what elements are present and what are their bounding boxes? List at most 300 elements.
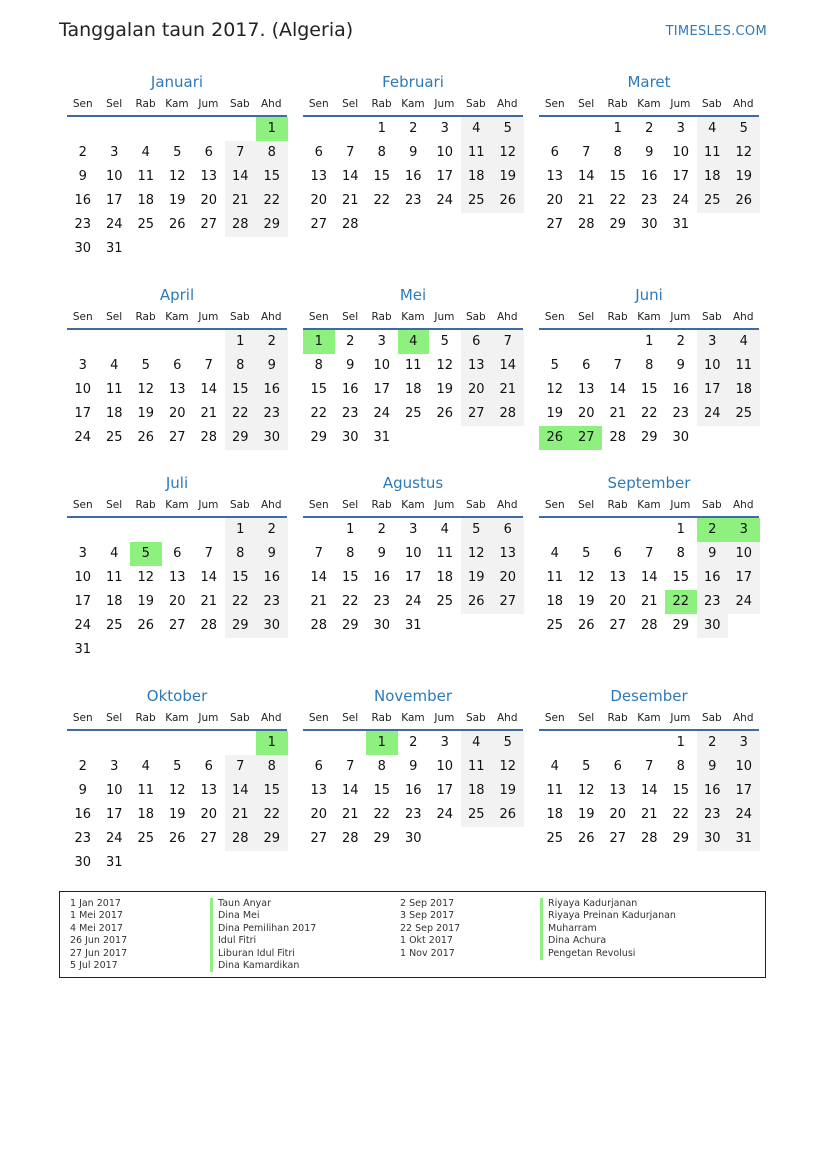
day-cell[interactable]: 15: [609, 169, 627, 184]
day-cell[interactable]: 8: [346, 546, 355, 561]
day-cell[interactable]: 15: [256, 779, 288, 803]
day-cell[interactable]: 15: [341, 570, 359, 585]
day-cell[interactable]: 11: [461, 755, 493, 779]
day-cell[interactable]: 25: [105, 430, 123, 445]
day-cell[interactable]: 10: [105, 169, 123, 184]
day-cell[interactable]: 28: [200, 430, 218, 445]
day-cell[interactable]: 10: [436, 145, 454, 160]
day-cell[interactable]: 30: [256, 426, 288, 450]
day-cell[interactable]: 28: [341, 217, 359, 232]
day-cell[interactable]: 2: [409, 735, 418, 750]
day-cell[interactable]: 23: [256, 590, 288, 614]
day-cell[interactable]: 14: [640, 783, 658, 798]
day-cell[interactable]: 27: [200, 831, 218, 846]
day-cell[interactable]: 17: [74, 406, 92, 421]
day-cell[interactable]: 14: [225, 779, 257, 803]
day-cell[interactable]: 13: [168, 382, 186, 397]
day-cell[interactable]: 4: [141, 145, 150, 160]
day-cell[interactable]: 3: [409, 522, 418, 537]
day-cell[interactable]: 18: [137, 193, 155, 208]
day-cell[interactable]: 10: [74, 382, 92, 397]
day-cell[interactable]: 23: [672, 406, 690, 421]
day-cell[interactable]: 25: [546, 831, 564, 846]
day-cell[interactable]: 6: [173, 358, 182, 373]
holiday-day-cell[interactable]: 27: [571, 426, 603, 450]
day-cell[interactable]: 25: [546, 618, 564, 633]
day-cell[interactable]: 12: [546, 382, 564, 397]
day-cell[interactable]: 11: [436, 546, 454, 561]
day-cell[interactable]: 22: [609, 193, 627, 208]
day-cell[interactable]: 13: [546, 169, 564, 184]
day-cell[interactable]: 7: [314, 546, 323, 561]
day-cell[interactable]: 9: [78, 169, 87, 184]
day-cell[interactable]: 14: [492, 354, 524, 378]
day-cell[interactable]: 8: [613, 145, 622, 160]
day-cell[interactable]: 2: [78, 759, 87, 774]
day-cell[interactable]: 30: [697, 827, 729, 851]
day-cell[interactable]: 12: [577, 570, 595, 585]
day-cell[interactable]: 13: [577, 382, 595, 397]
day-cell[interactable]: 13: [609, 783, 627, 798]
day-cell[interactable]: 18: [697, 165, 729, 189]
day-cell[interactable]: 5: [492, 117, 524, 141]
day-cell[interactable]: 18: [105, 406, 123, 421]
day-cell[interactable]: 4: [550, 759, 559, 774]
day-cell[interactable]: 10: [672, 145, 690, 160]
day-cell[interactable]: 2: [645, 121, 654, 136]
day-cell[interactable]: 11: [697, 141, 729, 165]
day-cell[interactable]: 14: [341, 169, 359, 184]
day-cell[interactable]: 29: [225, 426, 257, 450]
day-cell[interactable]: 26: [577, 618, 595, 633]
day-cell[interactable]: 19: [436, 382, 454, 397]
day-cell[interactable]: 1: [645, 334, 654, 349]
day-cell[interactable]: 24: [373, 406, 391, 421]
day-cell[interactable]: 10: [404, 546, 422, 561]
day-cell[interactable]: 24: [74, 618, 92, 633]
day-cell[interactable]: 22: [256, 803, 288, 827]
day-cell[interactable]: 7: [225, 141, 257, 165]
day-cell[interactable]: 22: [341, 594, 359, 609]
day-cell[interactable]: 4: [461, 117, 493, 141]
day-cell[interactable]: 26: [168, 217, 186, 232]
day-cell[interactable]: 7: [204, 546, 213, 561]
day-cell[interactable]: 10: [105, 783, 123, 798]
day-cell[interactable]: 9: [256, 354, 288, 378]
day-cell[interactable]: 22: [672, 807, 690, 822]
day-cell[interactable]: 3: [78, 358, 87, 373]
day-cell[interactable]: 15: [225, 566, 257, 590]
day-cell[interactable]: 28: [200, 618, 218, 633]
day-cell[interactable]: 13: [200, 169, 218, 184]
day-cell[interactable]: 23: [74, 831, 92, 846]
day-cell[interactable]: 23: [697, 803, 729, 827]
day-cell[interactable]: 6: [314, 145, 323, 160]
day-cell[interactable]: 26: [137, 430, 155, 445]
day-cell[interactable]: 24: [105, 217, 123, 232]
day-cell[interactable]: 3: [676, 121, 685, 136]
day-cell[interactable]: 7: [346, 759, 355, 774]
day-cell[interactable]: 17: [436, 169, 454, 184]
day-cell[interactable]: 9: [697, 542, 729, 566]
day-cell[interactable]: 25: [137, 831, 155, 846]
day-cell[interactable]: 10: [697, 354, 729, 378]
day-cell[interactable]: 18: [404, 382, 422, 397]
day-cell[interactable]: 26: [436, 406, 454, 421]
day-cell[interactable]: 24: [105, 831, 123, 846]
day-cell[interactable]: 6: [204, 759, 213, 774]
day-cell[interactable]: 19: [168, 193, 186, 208]
day-cell[interactable]: 7: [613, 358, 622, 373]
day-cell[interactable]: 8: [645, 358, 654, 373]
day-cell[interactable]: 5: [550, 358, 559, 373]
holiday-day-cell[interactable]: 1: [256, 117, 288, 141]
day-cell[interactable]: 13: [200, 783, 218, 798]
day-cell[interactable]: 20: [577, 406, 595, 421]
day-cell[interactable]: 30: [341, 430, 359, 445]
day-cell[interactable]: 12: [168, 783, 186, 798]
day-cell[interactable]: 20: [310, 807, 328, 822]
day-cell[interactable]: 29: [310, 430, 328, 445]
day-cell[interactable]: 22: [640, 406, 658, 421]
day-cell[interactable]: 19: [492, 165, 524, 189]
day-cell[interactable]: 11: [404, 358, 422, 373]
day-cell[interactable]: 19: [492, 779, 524, 803]
day-cell[interactable]: 30: [404, 831, 422, 846]
day-cell[interactable]: 17: [404, 570, 422, 585]
day-cell[interactable]: 19: [137, 406, 155, 421]
day-cell[interactable]: 31: [105, 855, 123, 870]
day-cell[interactable]: 7: [346, 145, 355, 160]
day-cell[interactable]: 4: [728, 330, 760, 354]
day-cell[interactable]: 22: [373, 193, 391, 208]
day-cell[interactable]: 8: [256, 141, 288, 165]
day-cell[interactable]: 31: [74, 642, 92, 657]
day-cell[interactable]: 23: [697, 590, 729, 614]
day-cell[interactable]: 23: [256, 402, 288, 426]
day-cell[interactable]: 29: [256, 213, 288, 237]
day-cell[interactable]: 17: [436, 783, 454, 798]
day-cell[interactable]: 21: [609, 406, 627, 421]
day-cell[interactable]: 4: [141, 759, 150, 774]
day-cell[interactable]: 25: [728, 402, 760, 426]
day-cell[interactable]: 25: [105, 618, 123, 633]
day-cell[interactable]: 6: [173, 546, 182, 561]
day-cell[interactable]: 27: [492, 590, 524, 614]
day-cell[interactable]: 25: [137, 217, 155, 232]
day-cell[interactable]: 23: [404, 807, 422, 822]
day-cell[interactable]: 28: [310, 618, 328, 633]
day-cell[interactable]: 15: [256, 165, 288, 189]
day-cell[interactable]: 17: [728, 566, 760, 590]
day-cell[interactable]: 22: [373, 807, 391, 822]
day-cell[interactable]: 22: [256, 189, 288, 213]
day-cell[interactable]: 4: [440, 522, 449, 537]
day-cell[interactable]: 21: [200, 406, 218, 421]
day-cell[interactable]: 2: [346, 334, 355, 349]
day-cell[interactable]: 16: [640, 169, 658, 184]
day-cell[interactable]: 9: [256, 542, 288, 566]
day-cell[interactable]: 11: [461, 141, 493, 165]
day-cell[interactable]: 15: [373, 783, 391, 798]
holiday-day-cell[interactable]: 3: [728, 518, 760, 542]
day-cell[interactable]: 28: [341, 831, 359, 846]
day-cell[interactable]: 29: [256, 827, 288, 851]
day-cell[interactable]: 8: [377, 145, 386, 160]
day-cell[interactable]: 28: [492, 402, 524, 426]
day-cell[interactable]: 22: [310, 406, 328, 421]
day-cell[interactable]: 20: [168, 406, 186, 421]
day-cell[interactable]: 2: [697, 731, 729, 755]
day-cell[interactable]: 31: [404, 618, 422, 633]
day-cell[interactable]: 19: [461, 566, 493, 590]
day-cell[interactable]: 11: [105, 382, 123, 397]
day-cell[interactable]: 7: [645, 546, 654, 561]
day-cell[interactable]: 27: [609, 831, 627, 846]
holiday-day-cell[interactable]: 1: [303, 330, 335, 354]
day-cell[interactable]: 2: [256, 330, 288, 354]
day-cell[interactable]: 21: [577, 193, 595, 208]
day-cell[interactable]: 29: [609, 217, 627, 232]
day-cell[interactable]: 18: [728, 378, 760, 402]
day-cell[interactable]: 1: [676, 735, 685, 750]
site-name[interactable]: TIMESLES.COM: [665, 24, 767, 39]
day-cell[interactable]: 25: [697, 189, 729, 213]
holiday-day-cell[interactable]: 2: [697, 518, 729, 542]
day-cell[interactable]: 19: [577, 807, 595, 822]
day-cell[interactable]: 6: [582, 358, 591, 373]
day-cell[interactable]: 8: [225, 354, 257, 378]
day-cell[interactable]: 27: [546, 217, 564, 232]
day-cell[interactable]: 5: [173, 759, 182, 774]
day-cell[interactable]: 1: [676, 522, 685, 537]
day-cell[interactable]: 16: [373, 570, 391, 585]
day-cell[interactable]: 17: [373, 382, 391, 397]
day-cell[interactable]: 21: [640, 807, 658, 822]
day-cell[interactable]: 11: [137, 783, 155, 798]
day-cell[interactable]: 18: [546, 807, 564, 822]
day-cell[interactable]: 3: [377, 334, 386, 349]
day-cell[interactable]: 29: [640, 430, 658, 445]
day-cell[interactable]: 26: [728, 189, 760, 213]
holiday-day-cell[interactable]: 22: [665, 590, 697, 614]
day-cell[interactable]: 3: [440, 121, 449, 136]
day-cell[interactable]: 30: [74, 241, 92, 256]
day-cell[interactable]: 7: [645, 759, 654, 774]
day-cell[interactable]: 7: [204, 358, 213, 373]
day-cell[interactable]: 3: [78, 546, 87, 561]
day-cell[interactable]: 21: [200, 594, 218, 609]
day-cell[interactable]: 2: [409, 121, 418, 136]
day-cell[interactable]: 13: [461, 354, 493, 378]
day-cell[interactable]: 28: [225, 213, 257, 237]
day-cell[interactable]: 15: [672, 783, 690, 798]
day-cell[interactable]: 8: [676, 546, 685, 561]
day-cell[interactable]: 10: [728, 542, 760, 566]
day-cell[interactable]: 15: [672, 570, 690, 585]
day-cell[interactable]: 24: [728, 590, 760, 614]
day-cell[interactable]: 19: [577, 594, 595, 609]
day-cell[interactable]: 16: [404, 169, 422, 184]
day-cell[interactable]: 23: [341, 406, 359, 421]
day-cell[interactable]: 7: [225, 755, 257, 779]
day-cell[interactable]: 21: [310, 594, 328, 609]
day-cell[interactable]: 16: [697, 779, 729, 803]
day-cell[interactable]: 20: [310, 193, 328, 208]
day-cell[interactable]: 24: [728, 803, 760, 827]
day-cell[interactable]: 16: [256, 566, 288, 590]
day-cell[interactable]: 8: [676, 759, 685, 774]
day-cell[interactable]: 16: [74, 193, 92, 208]
day-cell[interactable]: 10: [728, 755, 760, 779]
day-cell[interactable]: 14: [640, 570, 658, 585]
day-cell[interactable]: 20: [609, 594, 627, 609]
day-cell[interactable]: 21: [341, 193, 359, 208]
day-cell[interactable]: 24: [436, 807, 454, 822]
day-cell[interactable]: 9: [645, 145, 654, 160]
day-cell[interactable]: 18: [436, 570, 454, 585]
day-cell[interactable]: 11: [105, 570, 123, 585]
day-cell[interactable]: 5: [440, 334, 449, 349]
day-cell[interactable]: 12: [577, 783, 595, 798]
day-cell[interactable]: 28: [640, 831, 658, 846]
day-cell[interactable]: 5: [582, 759, 591, 774]
day-cell[interactable]: 20: [200, 807, 218, 822]
day-cell[interactable]: 12: [168, 169, 186, 184]
day-cell[interactable]: 9: [377, 546, 386, 561]
day-cell[interactable]: 27: [168, 430, 186, 445]
day-cell[interactable]: 29: [341, 618, 359, 633]
day-cell[interactable]: 29: [373, 831, 391, 846]
day-cell[interactable]: 1: [613, 121, 622, 136]
day-cell[interactable]: 13: [310, 169, 328, 184]
day-cell[interactable]: 9: [676, 358, 685, 373]
day-cell[interactable]: 15: [225, 378, 257, 402]
day-cell[interactable]: 31: [105, 241, 123, 256]
day-cell[interactable]: 16: [672, 382, 690, 397]
day-cell[interactable]: 24: [697, 402, 729, 426]
day-cell[interactable]: 22: [225, 590, 257, 614]
day-cell[interactable]: 12: [728, 141, 760, 165]
day-cell[interactable]: 11: [546, 570, 564, 585]
day-cell[interactable]: 15: [640, 382, 658, 397]
day-cell[interactable]: 1: [225, 518, 257, 542]
day-cell[interactable]: 23: [373, 594, 391, 609]
day-cell[interactable]: 31: [373, 430, 391, 445]
day-cell[interactable]: 23: [640, 193, 658, 208]
day-cell[interactable]: 2: [78, 145, 87, 160]
day-cell[interactable]: 30: [74, 855, 92, 870]
day-cell[interactable]: 9: [78, 783, 87, 798]
day-cell[interactable]: 14: [577, 169, 595, 184]
day-cell[interactable]: 19: [168, 807, 186, 822]
day-cell[interactable]: 5: [582, 546, 591, 561]
day-cell[interactable]: 17: [74, 594, 92, 609]
day-cell[interactable]: 14: [341, 783, 359, 798]
day-cell[interactable]: 6: [461, 330, 493, 354]
day-cell[interactable]: 9: [409, 759, 418, 774]
day-cell[interactable]: 27: [310, 831, 328, 846]
day-cell[interactable]: 23: [74, 217, 92, 232]
day-cell[interactable]: 1: [377, 121, 386, 136]
day-cell[interactable]: 4: [110, 358, 119, 373]
day-cell[interactable]: 28: [640, 618, 658, 633]
day-cell[interactable]: 15: [310, 382, 328, 397]
day-cell[interactable]: 15: [373, 169, 391, 184]
day-cell[interactable]: 1: [346, 522, 355, 537]
day-cell[interactable]: 6: [204, 145, 213, 160]
day-cell[interactable]: 17: [672, 169, 690, 184]
day-cell[interactable]: 10: [74, 570, 92, 585]
day-cell[interactable]: 18: [546, 594, 564, 609]
day-cell[interactable]: 12: [436, 358, 454, 373]
day-cell[interactable]: 16: [256, 378, 288, 402]
day-cell[interactable]: 12: [461, 542, 493, 566]
day-cell[interactable]: 30: [640, 217, 658, 232]
day-cell[interactable]: 25: [404, 406, 422, 421]
day-cell[interactable]: 18: [105, 594, 123, 609]
day-cell[interactable]: 29: [672, 618, 690, 633]
day-cell[interactable]: 19: [546, 406, 564, 421]
day-cell[interactable]: 6: [492, 518, 524, 542]
day-cell[interactable]: 21: [225, 803, 257, 827]
day-cell[interactable]: 21: [492, 378, 524, 402]
day-cell[interactable]: 17: [105, 193, 123, 208]
day-cell[interactable]: 29: [672, 831, 690, 846]
day-cell[interactable]: 20: [461, 378, 493, 402]
day-cell[interactable]: 4: [550, 546, 559, 561]
day-cell[interactable]: 9: [697, 755, 729, 779]
day-cell[interactable]: 26: [168, 831, 186, 846]
day-cell[interactable]: 13: [168, 570, 186, 585]
day-cell[interactable]: 27: [168, 618, 186, 633]
day-cell[interactable]: 26: [461, 590, 493, 614]
day-cell[interactable]: 14: [200, 570, 218, 585]
day-cell[interactable]: 5: [728, 117, 760, 141]
day-cell[interactable]: 3: [110, 145, 119, 160]
day-cell[interactable]: 4: [697, 117, 729, 141]
day-cell[interactable]: 30: [697, 614, 729, 638]
day-cell[interactable]: 30: [373, 618, 391, 633]
day-cell[interactable]: 20: [546, 193, 564, 208]
holiday-day-cell[interactable]: 1: [256, 731, 288, 755]
day-cell[interactable]: 5: [461, 518, 493, 542]
day-cell[interactable]: 14: [200, 382, 218, 397]
day-cell[interactable]: 8: [225, 542, 257, 566]
day-cell[interactable]: 30: [672, 430, 690, 445]
day-cell[interactable]: 5: [141, 358, 150, 373]
day-cell[interactable]: 17: [728, 779, 760, 803]
day-cell[interactable]: 27: [310, 217, 328, 232]
day-cell[interactable]: 18: [137, 807, 155, 822]
day-cell[interactable]: 18: [461, 165, 493, 189]
day-cell[interactable]: 26: [492, 189, 524, 213]
day-cell[interactable]: 10: [436, 759, 454, 774]
day-cell[interactable]: 2: [676, 334, 685, 349]
day-cell[interactable]: 31: [672, 217, 690, 232]
day-cell[interactable]: 16: [74, 807, 92, 822]
day-cell[interactable]: 11: [728, 354, 760, 378]
day-cell[interactable]: 21: [640, 594, 658, 609]
day-cell[interactable]: 24: [672, 193, 690, 208]
day-cell[interactable]: 8: [314, 358, 323, 373]
day-cell[interactable]: 3: [440, 735, 449, 750]
day-cell[interactable]: 26: [577, 831, 595, 846]
day-cell[interactable]: 11: [137, 169, 155, 184]
day-cell[interactable]: 21: [341, 807, 359, 822]
day-cell[interactable]: 16: [404, 783, 422, 798]
day-cell[interactable]: 27: [609, 618, 627, 633]
